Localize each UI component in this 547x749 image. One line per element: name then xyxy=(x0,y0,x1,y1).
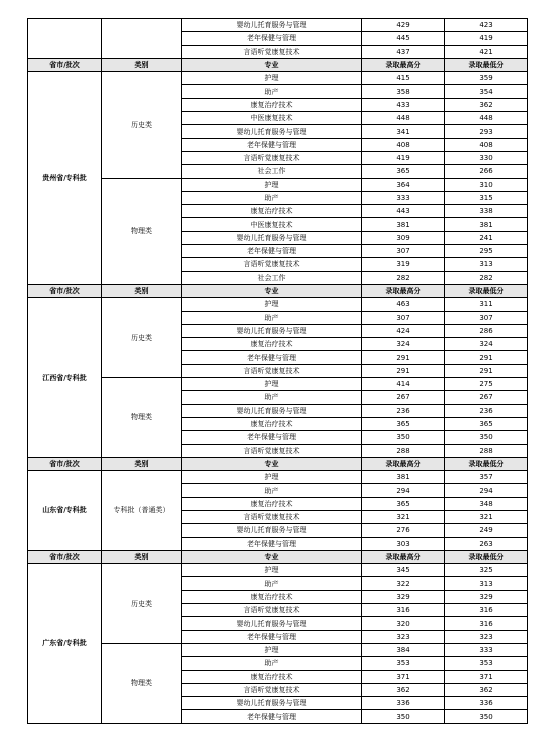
header-row xyxy=(28,58,528,71)
min-score-cell: 421 xyxy=(445,45,528,58)
major-cell: 社会工作 xyxy=(182,165,362,178)
header-min-score: 录取最低分 xyxy=(445,550,528,563)
header-min-score: 录取最低分 xyxy=(445,457,528,470)
min-score-cell: 307 xyxy=(445,311,528,324)
major-cell: 康复治疗技术 xyxy=(182,98,362,111)
min-score-cell: 362 xyxy=(445,98,528,111)
header-category: 类别 xyxy=(102,457,182,470)
major-cell: 社会工作 xyxy=(182,271,362,284)
min-score-cell: 313 xyxy=(445,258,528,271)
major-cell: 老年保健与管理 xyxy=(182,138,362,151)
major-cell: 言语听觉康复技术 xyxy=(182,151,362,164)
min-score-cell: 419 xyxy=(445,32,528,45)
header-category: 类别 xyxy=(102,284,182,297)
max-score-cell: 362 xyxy=(362,683,445,696)
min-score-cell: 408 xyxy=(445,138,528,151)
category-cell: 物理类 xyxy=(102,178,182,284)
major-cell: 婴幼儿托育服务与管理 xyxy=(182,324,362,337)
min-score-cell: 295 xyxy=(445,245,528,258)
min-score-cell: 423 xyxy=(445,19,528,32)
header-max-score: 录取最高分 xyxy=(362,58,445,71)
max-score-cell: 445 xyxy=(362,32,445,45)
header-major: 专业 xyxy=(182,457,362,470)
table-row xyxy=(28,19,528,32)
header-row xyxy=(28,284,528,297)
major-cell: 康复治疗技术 xyxy=(182,338,362,351)
min-score-cell: 311 xyxy=(445,298,528,311)
max-score-cell: 319 xyxy=(362,258,445,271)
min-score-cell: 275 xyxy=(445,378,528,391)
major-cell: 康复治疗技术 xyxy=(182,497,362,510)
header-major: 专业 xyxy=(182,550,362,563)
header-category: 类别 xyxy=(102,550,182,563)
min-score-cell: 371 xyxy=(445,670,528,683)
major-cell: 护理 xyxy=(182,298,362,311)
category-cell: 专科批（普通类） xyxy=(102,471,182,551)
min-score-cell: 325 xyxy=(445,564,528,577)
min-score-cell: 321 xyxy=(445,510,528,523)
category-cell: 物理类 xyxy=(102,643,182,723)
max-score-cell: 463 xyxy=(362,298,445,311)
min-score-cell: 293 xyxy=(445,125,528,138)
min-score-cell: 350 xyxy=(445,710,528,723)
major-cell: 婴幼儿托育服务与管理 xyxy=(182,19,362,32)
max-score-cell: 448 xyxy=(362,112,445,125)
min-score-cell: 288 xyxy=(445,444,528,457)
major-cell: 助产 xyxy=(182,311,362,324)
max-score-cell: 316 xyxy=(362,604,445,617)
header-row xyxy=(28,457,528,470)
min-score-cell: 241 xyxy=(445,231,528,244)
max-score-cell: 419 xyxy=(362,151,445,164)
admission-score-table xyxy=(27,18,528,724)
max-score-cell: 307 xyxy=(362,311,445,324)
major-cell: 言语听觉康复技术 xyxy=(182,444,362,457)
header-max-score: 录取最高分 xyxy=(362,550,445,563)
major-cell: 助产 xyxy=(182,577,362,590)
min-score-cell: 365 xyxy=(445,417,528,430)
score-table-body xyxy=(28,19,528,724)
category-cell xyxy=(102,19,182,59)
min-score-cell: 336 xyxy=(445,697,528,710)
min-score-cell: 448 xyxy=(445,112,528,125)
table-row xyxy=(28,72,528,85)
major-cell: 康复治疗技术 xyxy=(182,417,362,430)
major-cell: 言语听觉康复技术 xyxy=(182,364,362,377)
major-cell: 婴幼儿托育服务与管理 xyxy=(182,231,362,244)
major-cell: 护理 xyxy=(182,564,362,577)
major-cell: 老年保健与管理 xyxy=(182,537,362,550)
header-province: 省市/批次 xyxy=(28,58,102,71)
category-cell: 历史类 xyxy=(102,564,182,644)
major-cell: 助产 xyxy=(182,391,362,404)
major-cell: 婴幼儿托育服务与管理 xyxy=(182,617,362,630)
max-score-cell: 309 xyxy=(362,231,445,244)
header-province: 省市/批次 xyxy=(28,550,102,563)
min-score-cell: 236 xyxy=(445,404,528,417)
max-score-cell: 303 xyxy=(362,537,445,550)
max-score-cell: 322 xyxy=(362,577,445,590)
max-score-cell: 414 xyxy=(362,378,445,391)
table-row xyxy=(28,178,528,191)
max-score-cell: 443 xyxy=(362,205,445,218)
max-score-cell: 320 xyxy=(362,617,445,630)
major-cell: 助产 xyxy=(182,657,362,670)
min-score-cell: 354 xyxy=(445,85,528,98)
category-cell: 历史类 xyxy=(102,72,182,178)
max-score-cell: 336 xyxy=(362,697,445,710)
table-row xyxy=(28,378,528,391)
category-cell: 历史类 xyxy=(102,298,182,378)
header-min-score: 录取最低分 xyxy=(445,58,528,71)
min-score-cell: 348 xyxy=(445,497,528,510)
min-score-cell: 357 xyxy=(445,471,528,484)
min-score-cell: 316 xyxy=(445,617,528,630)
min-score-cell: 350 xyxy=(445,431,528,444)
min-score-cell: 291 xyxy=(445,351,528,364)
min-score-cell: 249 xyxy=(445,524,528,537)
major-cell: 中医康复技术 xyxy=(182,218,362,231)
min-score-cell: 323 xyxy=(445,630,528,643)
major-cell: 老年保健与管理 xyxy=(182,351,362,364)
major-cell: 言语听觉康复技术 xyxy=(182,683,362,696)
max-score-cell: 288 xyxy=(362,444,445,457)
max-score-cell: 415 xyxy=(362,72,445,85)
major-cell: 言语听觉康复技术 xyxy=(182,604,362,617)
max-score-cell: 341 xyxy=(362,125,445,138)
province-cell: 山东省/专科批 xyxy=(28,471,102,551)
max-score-cell: 323 xyxy=(362,630,445,643)
header-max-score: 录取最高分 xyxy=(362,284,445,297)
max-score-cell: 429 xyxy=(362,19,445,32)
major-cell: 婴幼儿托育服务与管理 xyxy=(182,404,362,417)
major-cell: 助产 xyxy=(182,191,362,204)
min-score-cell: 324 xyxy=(445,338,528,351)
header-province: 省市/批次 xyxy=(28,457,102,470)
major-cell: 康复治疗技术 xyxy=(182,670,362,683)
max-score-cell: 333 xyxy=(362,191,445,204)
max-score-cell: 324 xyxy=(362,338,445,351)
major-cell: 婴幼儿托育服务与管理 xyxy=(182,125,362,138)
min-score-cell: 329 xyxy=(445,590,528,603)
max-score-cell: 365 xyxy=(362,165,445,178)
major-cell: 助产 xyxy=(182,85,362,98)
max-score-cell: 358 xyxy=(362,85,445,98)
province-cell xyxy=(28,19,102,59)
province-cell: 江西省/专科批 xyxy=(28,298,102,458)
max-score-cell: 364 xyxy=(362,178,445,191)
major-cell: 中医康复技术 xyxy=(182,112,362,125)
max-score-cell: 381 xyxy=(362,471,445,484)
max-score-cell: 408 xyxy=(362,138,445,151)
table-row xyxy=(28,643,528,656)
major-cell: 老年保健与管理 xyxy=(182,32,362,45)
table-row xyxy=(28,471,528,484)
max-score-cell: 321 xyxy=(362,510,445,523)
major-cell: 康复治疗技术 xyxy=(182,205,362,218)
max-score-cell: 267 xyxy=(362,391,445,404)
major-cell: 言语听觉康复技术 xyxy=(182,258,362,271)
max-score-cell: 236 xyxy=(362,404,445,417)
min-score-cell: 294 xyxy=(445,484,528,497)
major-cell: 老年保健与管理 xyxy=(182,245,362,258)
major-cell: 护理 xyxy=(182,471,362,484)
max-score-cell: 307 xyxy=(362,245,445,258)
min-score-cell: 266 xyxy=(445,165,528,178)
max-score-cell: 381 xyxy=(362,218,445,231)
major-cell: 护理 xyxy=(182,643,362,656)
header-max-score: 录取最高分 xyxy=(362,457,445,470)
major-cell: 老年保健与管理 xyxy=(182,710,362,723)
max-score-cell: 291 xyxy=(362,364,445,377)
min-score-cell: 291 xyxy=(445,364,528,377)
max-score-cell: 345 xyxy=(362,564,445,577)
major-cell: 婴幼儿托育服务与管理 xyxy=(182,524,362,537)
category-cell: 物理类 xyxy=(102,378,182,458)
header-min-score: 录取最低分 xyxy=(445,284,528,297)
max-score-cell: 294 xyxy=(362,484,445,497)
min-score-cell: 353 xyxy=(445,657,528,670)
header-major: 专业 xyxy=(182,284,362,297)
major-cell: 护理 xyxy=(182,72,362,85)
table-row xyxy=(28,564,528,577)
province-cell: 广东省/专科批 xyxy=(28,564,102,724)
header-row xyxy=(28,550,528,563)
min-score-cell: 330 xyxy=(445,151,528,164)
min-score-cell: 282 xyxy=(445,271,528,284)
table-row xyxy=(28,298,528,311)
major-cell: 护理 xyxy=(182,178,362,191)
min-score-cell: 333 xyxy=(445,643,528,656)
header-province: 省市/批次 xyxy=(28,284,102,297)
major-cell: 助产 xyxy=(182,484,362,497)
max-score-cell: 365 xyxy=(362,497,445,510)
max-score-cell: 365 xyxy=(362,417,445,430)
min-score-cell: 362 xyxy=(445,683,528,696)
max-score-cell: 433 xyxy=(362,98,445,111)
major-cell: 老年保健与管理 xyxy=(182,431,362,444)
header-major: 专业 xyxy=(182,58,362,71)
major-cell: 护理 xyxy=(182,378,362,391)
header-category: 类别 xyxy=(102,58,182,71)
max-score-cell: 353 xyxy=(362,657,445,670)
min-score-cell: 359 xyxy=(445,72,528,85)
max-score-cell: 424 xyxy=(362,324,445,337)
min-score-cell: 310 xyxy=(445,178,528,191)
max-score-cell: 276 xyxy=(362,524,445,537)
max-score-cell: 282 xyxy=(362,271,445,284)
max-score-cell: 437 xyxy=(362,45,445,58)
major-cell: 言语听觉康复技术 xyxy=(182,45,362,58)
max-score-cell: 329 xyxy=(362,590,445,603)
min-score-cell: 313 xyxy=(445,577,528,590)
min-score-cell: 338 xyxy=(445,205,528,218)
major-cell: 康复治疗技术 xyxy=(182,590,362,603)
min-score-cell: 315 xyxy=(445,191,528,204)
min-score-cell: 263 xyxy=(445,537,528,550)
major-cell: 老年保健与管理 xyxy=(182,630,362,643)
major-cell: 言语听觉康复技术 xyxy=(182,510,362,523)
max-score-cell: 291 xyxy=(362,351,445,364)
province-cell: 贵州省/专科批 xyxy=(28,72,102,285)
min-score-cell: 267 xyxy=(445,391,528,404)
max-score-cell: 350 xyxy=(362,431,445,444)
admission-score-document xyxy=(27,18,528,724)
max-score-cell: 350 xyxy=(362,710,445,723)
min-score-cell: 286 xyxy=(445,324,528,337)
major-cell: 婴幼儿托育服务与管理 xyxy=(182,697,362,710)
min-score-cell: 381 xyxy=(445,218,528,231)
max-score-cell: 384 xyxy=(362,643,445,656)
min-score-cell: 316 xyxy=(445,604,528,617)
max-score-cell: 371 xyxy=(362,670,445,683)
